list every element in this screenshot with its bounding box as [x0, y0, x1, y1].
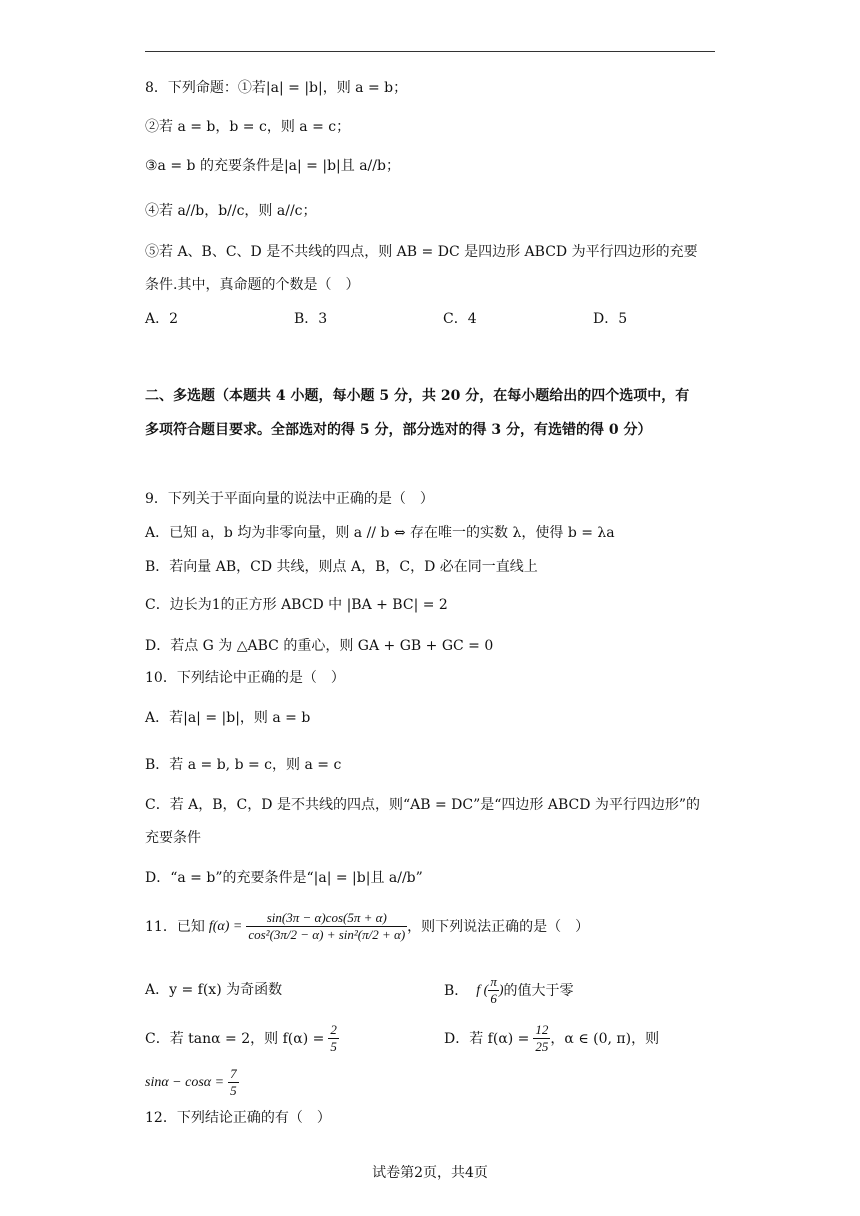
- q11-option-d: [444, 1022, 659, 1055]
- q11-option-c: [145, 1022, 339, 1055]
- q11-option-d-cond: ，α ∈ (0, π)，则: [550, 1030, 660, 1047]
- q10-option-c-line2: 充要条件: [145, 830, 201, 846]
- section2-heading-line1: 二、多选题（本题共 4 小题，每小题 5 分，共 20 分，在每小题给出的四个选项中，有: [145, 388, 690, 404]
- q8-line4: ④若 a//b，b//c，则 a//c；: [145, 203, 317, 219]
- q11-option-b-text: 的值大于零: [503, 982, 574, 999]
- q11-option-d-frac: $\frac{12}{25}$: [535, 1022, 549, 1054]
- q10-stem: 10．下列结论中正确的是（ ）: [145, 670, 345, 686]
- q11-option-d-cont: [145, 1066, 239, 1099]
- q11-stem: [145, 910, 589, 943]
- q10-option-d: D．“a = b”的充要条件是“|a| = |b|且 a//b”: [145, 870, 423, 886]
- q8-option-c: C．4: [443, 311, 477, 327]
- q9-option-c: C．边长为1的正方形 ABCD 中 |BA + BC| = 2: [145, 597, 448, 613]
- q8-option-d: D．5: [593, 311, 628, 327]
- q8-line2: ②若 a = b，b = c，则 a = c；: [145, 119, 351, 135]
- q8-option-b: B．3: [294, 311, 328, 327]
- q9-option-a: A．已知 a，b 均为非零向量，则 a // b ⇔ 存在唯一的实数 λ，使得 b = λa: [145, 525, 615, 541]
- q10-option-b: B．若 a = b, b = c，则 a = c: [145, 757, 342, 773]
- q11-option-b-label: B．: [444, 982, 469, 999]
- q10-option-c-line1: C．若 A，B，C，D 是不共线的四点，则“AB = DC”是“四边形 ABCD 为平行四边形”的: [145, 797, 701, 813]
- q8-line3: ③a = b 的充要条件是|a| = |b|且 a//b；: [145, 158, 400, 174]
- q11-option-d-text: D．若 f(α) =: [444, 1030, 530, 1047]
- q11-option-c-text: C．若 tanα = 2，则 f(α) =: [145, 1030, 325, 1047]
- q11-option-c-frac: $\frac{2}{5}$: [330, 1022, 337, 1054]
- q11-option-a: A．y = f(x) 为奇函数: [145, 982, 283, 998]
- q10-option-a: A．若|a| = |b|，则 a = b: [145, 710, 311, 726]
- q9-option-b: B．若向量 AB，CD 共线，则点 A，B，C，D 必在同一直线上: [145, 559, 538, 575]
- q11-function-label: f(α) =: [208, 918, 243, 934]
- q8-line5: ⑤若 A、B、C、D 是不共线的四点，则 AB = DC 是四边形 ABCD 为平行四边形的充要: [145, 244, 698, 260]
- q11-numerator: sin(3π − α)cos(5π + α): [246, 910, 407, 927]
- q11-stem-prefix: 11．已知: [145, 918, 205, 935]
- section2-heading-line2: 多项符合题目要求。全部选对的得 5 分，部分选对的得 3 分，有选错的得 0 分）: [145, 422, 652, 438]
- q9-option-d: D．若点 G 为 △ABC 的重心，则 GA + GB + GC = 0: [145, 638, 494, 654]
- q11-option-b-frac: $\frac{\pi}{6}$: [490, 974, 497, 1006]
- page-footer: 试卷第2页，共4页: [372, 1165, 488, 1181]
- header-rule: [145, 51, 715, 52]
- q11-fraction: [246, 910, 407, 943]
- q11-option-b: B． f ( $\frac{\pi}{6}$ ) 的值大于零: [444, 974, 574, 1006]
- q11-option-d-result: $\frac{7}{5}$: [230, 1066, 237, 1098]
- q8-option-a: A．2: [145, 311, 179, 327]
- q11-denominator: cos²(3π/2 − α) + sin²(π/2 + α): [248, 927, 406, 942]
- q11-stem-suffix: ，则下列说法正确的是（ ）: [407, 918, 590, 935]
- q12-stem: 12．下列结论正确的有（ ）: [145, 1110, 331, 1126]
- q8-line1: 8．下列命题：①若|a| = |b|，则 a = b；: [145, 80, 408, 96]
- q11-option-b-f: f (: [476, 982, 489, 998]
- q8-line6: 条件.其中，真命题的个数是（ ）: [145, 277, 360, 293]
- q11-option-d-expr: sinα − cosα =: [145, 1074, 225, 1090]
- q9-stem: 9．下列关于平面向量的说法中正确的是（ ）: [145, 491, 434, 507]
